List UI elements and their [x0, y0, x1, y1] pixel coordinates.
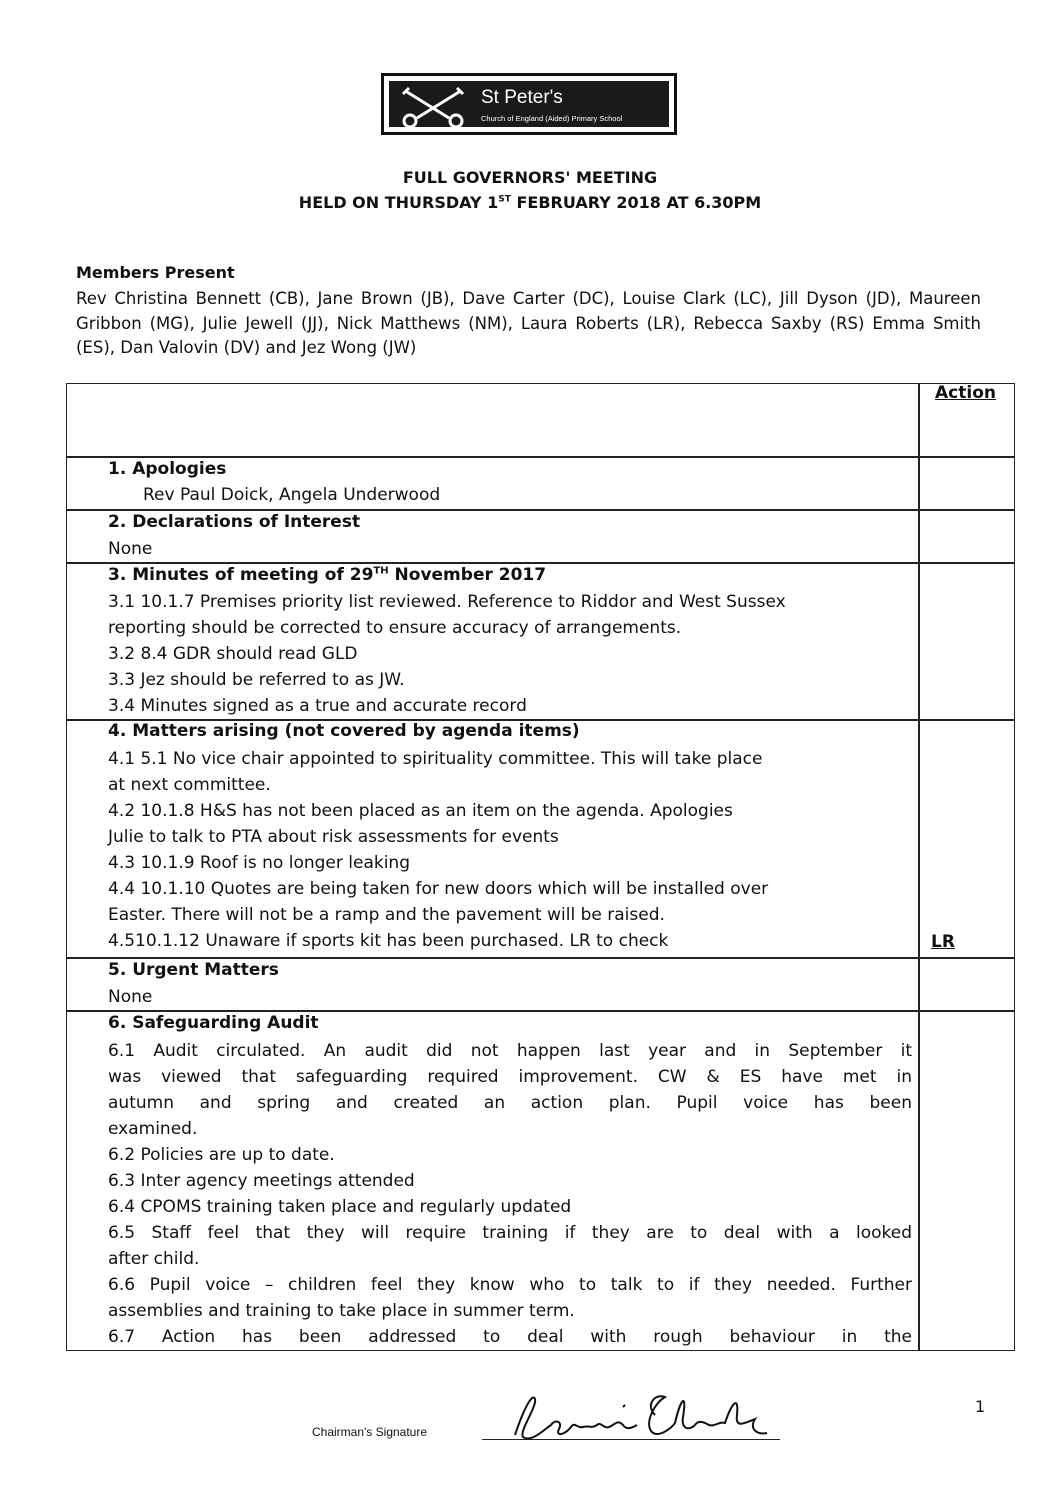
section-4-line: 4.3 10.1.9 Roof is no longer leaking: [108, 853, 410, 873]
section-1-body: [143, 482, 947, 508]
section-4-line: at next committee.: [108, 775, 271, 795]
signature-label: Chairman's Signature: [312, 1425, 428, 1439]
members-heading: Members Present: [76, 263, 235, 282]
row-divider: [66, 957, 1015, 959]
section-3-line: reporting should be corrected to ensure accuracy of arrangements.: [108, 618, 682, 638]
section-1-line: Rev Paul Doick, Angela Underwood: [143, 485, 441, 505]
section-3-line: 3.3 Jez should be referred to as JW.: [108, 670, 405, 690]
section-6-line: 6.7 Action has been addressed to deal with rough behaviour in the: [108, 1327, 912, 1347]
section-6-line: assemblies and training to take place in summer term.: [108, 1301, 575, 1321]
section-3-line: 3.1 10.1.7 Premises priority list reviewed. Reference to Riddor and West Sussex: [108, 592, 786, 612]
action-column-divider: [918, 383, 920, 1351]
section-2-body: [108, 536, 912, 562]
section-1-title: 1. Apologies: [108, 459, 227, 479]
page-number: 1: [975, 1397, 986, 1416]
section-2-line: None: [108, 539, 153, 559]
section-5-body: [108, 984, 912, 1010]
section-4-line: Julie to talk to PTA about risk assessments for events: [108, 827, 559, 847]
section-4-line: 4.1 5.1 No vice chair appointed to spirituality committee. This will take place: [108, 749, 763, 769]
crossed-keys-icon: [393, 84, 473, 130]
section-4-body: [108, 746, 912, 954]
section-6-line: after child.: [108, 1249, 200, 1269]
action-owner-lr: LR: [931, 932, 955, 952]
section-2-title: 2. Declarations of Interest: [108, 512, 361, 532]
section-3-title-post: November 2017: [388, 565, 547, 585]
handwritten-signature: [505, 1385, 780, 1447]
meeting-date-post: FEBRUARY 2018 AT 6.30PM: [510, 193, 762, 212]
section-4-line: 4.510.1.12 Unaware if sports kit has been purchased. LR to check: [108, 931, 669, 951]
section-3-body: [108, 589, 912, 719]
section-3-title-pre: 3. Minutes of meeting of 29: [108, 565, 374, 585]
row-divider: [66, 456, 1015, 458]
section-4-title: 4. Matters arising (not covered by agenda items): [108, 721, 580, 741]
row-divider: [66, 562, 1015, 564]
logo-school-name: St Peter's: [481, 87, 563, 108]
section-6-line: autumn and spring and created an action plan. Pupil voice has been: [108, 1093, 912, 1113]
section-3-title: [108, 565, 546, 585]
section-6-line: 6.4 CPOMS training taken place and regularly updated: [108, 1197, 572, 1217]
meeting-date-sup: ST: [498, 194, 511, 205]
section-6-line: 6.6 Pupil voice – children feel they know who to talk to if they needed. Further: [108, 1275, 912, 1295]
meeting-title: FULL GOVERNORS' MEETING: [402, 168, 658, 187]
section-6-line: was viewed that safeguarding required improvement. CW & ES have met in: [108, 1067, 912, 1087]
section-6-line: 6.5 Staff feel that they will require training if they are to deal with a looked: [108, 1223, 912, 1243]
section-5-title: 5. Urgent Matters: [108, 960, 279, 980]
members-list: Rev Christina Bennett (CB), Jane Brown (JB), Dave Carter (DC), Louise Clark (LC), Jill Dyson (JD), Maureen Gribbon (MG), Julie Jewell (JJ), Nick Matthews (NM), Laura Roberts (LR), Rebecca Saxby (RS) Emma Smith (ES), Dan Valovin (DV) and Jez Wong (JW): [76, 289, 981, 357]
section-6-line: 6.1 Audit circulated. An audit did not happen last year and in September it: [108, 1041, 912, 1061]
section-6-title: 6. Safeguarding Audit: [108, 1013, 319, 1033]
row-divider: [66, 509, 1015, 511]
logo-school-subtitle: Church of England (Aided) Primary School: [481, 114, 623, 123]
section-5-line: None: [108, 987, 153, 1007]
section-4-line: Easter. There will not be a ramp and the pavement will be raised.: [108, 905, 665, 925]
section-6-body: [108, 1038, 912, 1350]
action-column-header: Action: [935, 383, 996, 403]
section-3-line: 3.2 8.4 GDR should read GLD: [108, 644, 358, 664]
section-6-line: 6.2 Policies are up to date.: [108, 1145, 335, 1165]
logo-panel: [389, 81, 669, 127]
section-6-line: examined.: [108, 1119, 198, 1139]
row-divider: [66, 1010, 1015, 1012]
section-3-title-sup: TH: [373, 565, 389, 577]
section-4-line: 4.4 10.1.10 Quotes are being taken for new doors which will be installed over: [108, 879, 769, 899]
section-3-line: 3.4 Minutes signed as a true and accurate record: [108, 696, 527, 716]
meeting-date-line: [0, 193, 1060, 212]
meeting-date-pre: HELD ON THURSDAY 1: [298, 193, 499, 212]
section-6-line: 6.3 Inter agency meetings attended: [108, 1171, 415, 1191]
section-4-line: 4.2 10.1.8 H&S has not been placed as an item on the agenda. Apologies: [108, 801, 733, 821]
school-logo: [381, 73, 677, 135]
